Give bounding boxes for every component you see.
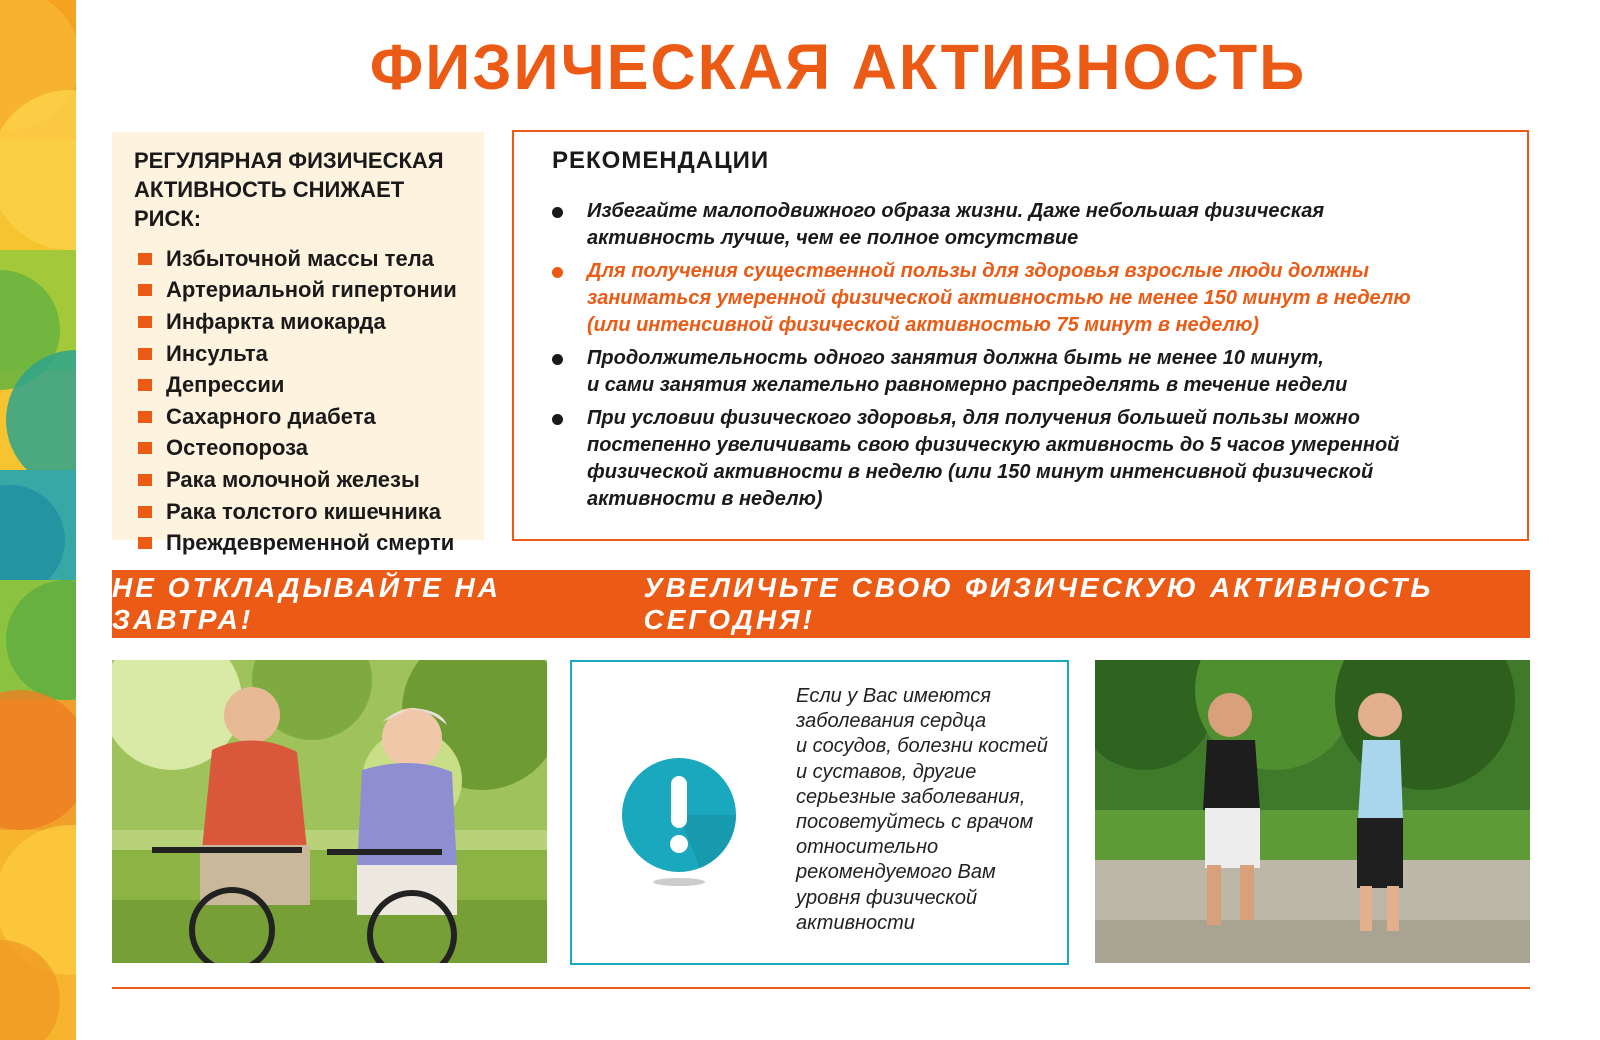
risk-item [134,464,470,496]
recommendation-line: Для получения существенной пользы для здоровья взрослые люди должны [587,260,1369,282]
bullet-icon [552,267,563,278]
recommendation-line: физической активности в неделю (или 150 минут интенсивной физической [587,461,1374,483]
square-bullet-icon [138,253,152,265]
recommendation-line: постепенно увеличивать свою физическую активность до 5 часов умеренной [587,434,1400,456]
page-title: ФИЗИЧЕСКАЯ АКТИВНОСТЬ [369,31,1307,103]
square-bullet-icon [138,474,152,486]
square-bullet-icon [138,284,152,296]
risk-item-label: Инсульта [166,340,268,366]
risk-list [134,243,470,559]
risk-heading [134,146,470,233]
recommendations-panel [512,130,1529,541]
recommendation-text [587,405,1399,513]
exclamation-icon [620,758,738,888]
square-bullet-icon [138,506,152,518]
risk-item [134,527,470,559]
risk-item-label: Инфаркта миокарда [166,308,386,334]
warning-line: относительно [796,836,939,859]
risk-heading-line2: АКТИВНОСТЬ СНИЖАЕТ РИСК: [134,177,405,231]
warning-line: активности [796,911,915,934]
square-bullet-icon [138,411,152,423]
risk-item-label: Сахарного диабета [166,403,376,429]
recommendations-heading: РЕКОМЕНДАЦИИ [552,147,770,174]
decorative-side-strip [0,0,76,1040]
risk-item [134,306,470,338]
recommendation-line: заниматься умеренной физической активностью не менее 150 минут в неделю [587,287,1411,309]
risk-heading-line1: РЕГУЛЯРНАЯ ФИЗИЧЕСКАЯ [134,148,444,173]
risk-item-label: Остеопороза [166,435,308,461]
recommendation-line: и сами занятия желательно равномерно распределять в течение недели [587,374,1348,396]
square-bullet-icon [138,348,152,360]
square-bullet-icon [138,537,152,549]
warning-line: посоветуйтесь с врачом [796,811,1034,834]
recommendation-line: Избегайте малоподвижного образа жизни. Даже небольшая физическая [587,200,1325,222]
risk-item [134,338,470,370]
risk-item [134,496,470,528]
banner-text-2: УВЕЛИЧЬТЕ СВОЮ ФИЗИЧЕСКУЮ АКТИВНОСТЬ СЕГОДНЯ! [643,572,1434,635]
joggers-photo [1095,660,1530,963]
warning-text [796,684,1056,936]
warning-line: и суставов, другие [796,760,977,783]
bottom-divider [112,987,1530,989]
risk-item-label: Преждевременной смерти [166,530,455,556]
risk-item [134,433,470,465]
recommendation-note: (или интенсивной физической активностью 75 минут в неделю) [587,314,1260,336]
warning-line: Если у Вас имеются [796,685,991,707]
square-bullet-icon [138,379,152,391]
risk-item [134,401,470,433]
recommendation-item-highlight [552,258,1507,339]
risk-item-label: Рака толстого кишечника [166,498,442,524]
risk-item-label: Депрессии [166,372,285,398]
warning-line: уровня физической [796,886,978,909]
recommendations-list [552,198,1507,513]
banner-text-1: НЕ ОТКЛАДЫВАЙТЕ НА ЗАВТРА! [112,572,502,635]
recommendation-text [587,198,1324,252]
seniors-cycling-photo [112,660,547,963]
recommendation-item [552,405,1507,513]
recommendation-line: Продолжительность одного занятия должна быть не менее 10 минут, [587,347,1324,369]
risk-item [134,369,470,401]
call-to-action-banner [112,570,1530,638]
risk-panel [112,132,484,556]
recommendation-text [587,345,1347,399]
recommendation-text [587,258,1411,339]
bullet-icon [552,207,563,218]
risk-item-label: Избыточной массы тела [166,245,434,271]
bullet-icon [552,414,563,425]
recommendation-item [552,345,1507,399]
recommendation-item [552,198,1507,252]
risk-item-label: Рака молочной железы [166,466,420,492]
risk-item-label: Артериальной гипертонии [166,277,457,303]
warning-line: серьезные заболевания, [796,785,1026,808]
square-bullet-icon [138,316,152,328]
risk-item [134,243,470,275]
warning-line: рекомендуемого Вам [796,861,996,884]
warning-line: заболевания сердца [796,710,987,733]
square-bullet-icon [138,442,152,454]
warning-panel [570,660,1069,965]
warning-line: и сосудов, болезни костей [796,735,1048,758]
risk-item [134,275,470,307]
bullet-icon [552,354,563,365]
recommendation-line: При условии физического здоровья, для получения большей пользы можно [587,407,1360,429]
recommendation-line: активность лучше, чем ее полное отсутствие [587,227,1079,249]
recommendation-line: активности в неделю) [587,488,823,510]
